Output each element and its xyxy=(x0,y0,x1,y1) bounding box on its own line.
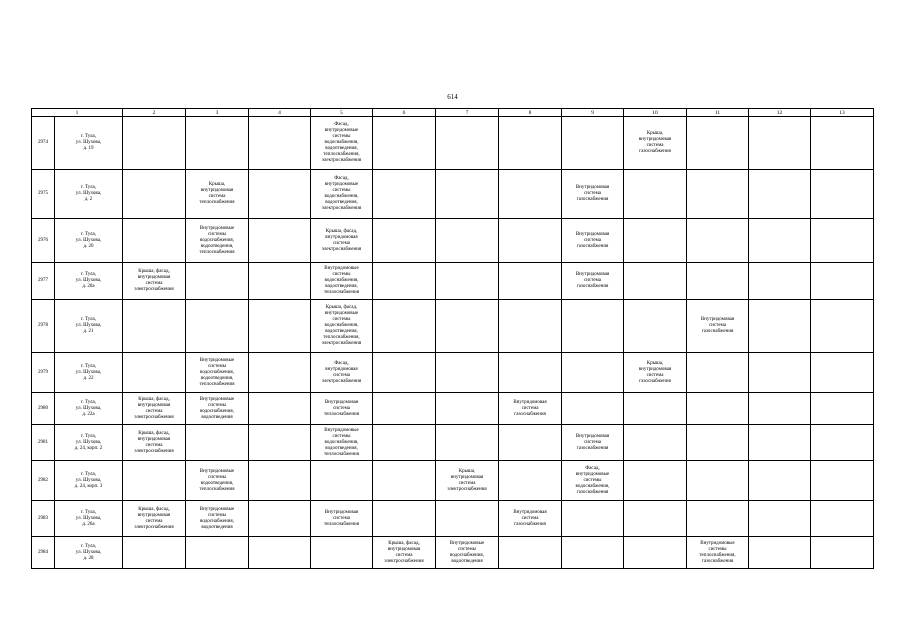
address-cell: г. Тула, ул. Шухова, д. 28 xyxy=(55,537,123,569)
work-cell xyxy=(499,461,562,501)
work-cell: Внутридомовая система газоснабжения xyxy=(499,501,562,537)
work-cell xyxy=(249,263,311,300)
work-cell: Крыша, фасад, внутридомовая система электроснабжения xyxy=(123,425,186,461)
work-cell: Внутридомовые системы водоснабжения, водоотведения, теплоснабжения xyxy=(311,263,373,300)
work-cell xyxy=(249,219,311,263)
work-cell: Внутридомовые системы водоснабжения, водоотведения, теплоснабжения xyxy=(186,219,249,263)
work-cell xyxy=(186,537,249,569)
address-cell: г. Тула, ул. Шухова, д. 24, корп. 3 xyxy=(55,461,123,501)
work-cell: Внутридомовые системы водоснабжения, водоотведения xyxy=(436,537,499,569)
page-number: 614 xyxy=(447,93,458,101)
work-cell xyxy=(749,219,811,263)
work-cell: Фасад, внутридомовые системы водоснабжения, водоотведения, электроснабжения xyxy=(311,170,373,219)
work-cell: Внутридомовые системы водоснабжения, водоотведения xyxy=(186,501,249,537)
work-cell xyxy=(249,425,311,461)
work-cell xyxy=(811,353,874,393)
column-header: 8 xyxy=(499,109,562,117)
work-cell xyxy=(749,170,811,219)
row-number-cell: 2979 xyxy=(32,353,55,393)
work-cell xyxy=(749,461,811,501)
work-cell xyxy=(373,300,436,353)
work-cell xyxy=(436,170,499,219)
work-cell xyxy=(123,170,186,219)
work-cell xyxy=(373,170,436,219)
work-cell xyxy=(249,353,311,393)
header-row xyxy=(32,109,874,117)
work-cell: Фасад, внутридомовые системы водоснабжения, водоотведения, теплоснабжения, электроснабжения xyxy=(311,117,373,170)
row-number-cell: 2982 xyxy=(32,461,55,501)
work-cell xyxy=(436,425,499,461)
row-number-cell: 2983 xyxy=(32,501,55,537)
work-cell: Внутридомовые системы водоотведения, теплоснабжения xyxy=(186,461,249,501)
work-cell: Фасад, внутридомовая система электроснабжения xyxy=(311,353,373,393)
work-cell: Крыша, внутридомовая система газоснабжения xyxy=(624,117,687,170)
work-cell xyxy=(749,393,811,425)
work-cell xyxy=(811,300,874,353)
work-cell: Внутридомовые системы водоснабжения, водоотведения xyxy=(186,393,249,425)
table-row xyxy=(32,393,874,425)
work-cell xyxy=(436,353,499,393)
work-cell xyxy=(311,461,373,501)
row-number-cell: 2981 xyxy=(32,425,55,461)
work-cell xyxy=(123,117,186,170)
work-cell xyxy=(624,263,687,300)
work-cell xyxy=(123,461,186,501)
work-cell: Крыша, фасад, внутридомовая система электроснабжения xyxy=(123,393,186,425)
work-cell xyxy=(624,393,687,425)
address-cell: г. Тула, ул. Шухова, д. 24, корп. 2 xyxy=(55,425,123,461)
column-header: 4 xyxy=(249,109,311,117)
work-cell: Крыша, внутридомовая система газоснабжения xyxy=(624,353,687,393)
column-header: 1 xyxy=(32,109,123,117)
work-cell: Крыша, фасад, внутридомовая система электроснабжения xyxy=(373,537,436,569)
work-cell: Внутридомовая система газоснабжения xyxy=(562,263,624,300)
work-cell xyxy=(249,170,311,219)
work-cell xyxy=(624,170,687,219)
work-cell xyxy=(249,393,311,425)
column-header: 7 xyxy=(436,109,499,117)
work-cell: Крыша, внутридомовая система электроснабжения xyxy=(436,461,499,501)
work-cell xyxy=(311,537,373,569)
work-cell xyxy=(687,461,749,501)
table-row xyxy=(32,461,874,501)
work-cell xyxy=(811,425,874,461)
address-cell: г. Тула, ул. Шухова, д. 20 xyxy=(55,219,123,263)
work-cell xyxy=(499,353,562,393)
work-cell: Внутридомовая система газоснабжения xyxy=(562,219,624,263)
table-row xyxy=(32,300,874,353)
row-number-cell: 2980 xyxy=(32,393,55,425)
address-cell: г. Тула, ул. Шухова, д. 26а xyxy=(55,501,123,537)
work-cell xyxy=(562,117,624,170)
address-cell: г. Тула, ул. Шухова, д. 22а xyxy=(55,393,123,425)
row-number-cell: 2977 xyxy=(32,263,55,300)
work-cell xyxy=(749,501,811,537)
work-cell xyxy=(373,461,436,501)
work-cell: Крыша, внутридомовая система теплоснабжения xyxy=(186,170,249,219)
work-cell xyxy=(436,219,499,263)
work-cell xyxy=(186,300,249,353)
work-cell: Внутридомовая система газоснабжения xyxy=(562,170,624,219)
work-cell xyxy=(123,537,186,569)
work-cell xyxy=(687,353,749,393)
work-cell xyxy=(123,353,186,393)
address-cell: г. Тула, ул. Шухова, д. 19 xyxy=(55,117,123,170)
work-cell xyxy=(436,263,499,300)
work-cell xyxy=(749,300,811,353)
column-header: 6 xyxy=(373,109,436,117)
work-cell xyxy=(749,353,811,393)
work-cell xyxy=(499,300,562,353)
table-row xyxy=(32,219,874,263)
work-cell xyxy=(811,263,874,300)
row-number-cell: 2974 xyxy=(32,117,55,170)
work-cell xyxy=(436,117,499,170)
column-header: 13 xyxy=(811,109,874,117)
column-header: 5 xyxy=(311,109,373,117)
work-cell: Крыша, фасад, внутридомовая система электроснабжения xyxy=(123,501,186,537)
work-cell xyxy=(499,219,562,263)
work-cell xyxy=(499,263,562,300)
work-cell xyxy=(373,501,436,537)
row-number-cell: 2975 xyxy=(32,170,55,219)
work-cell xyxy=(562,393,624,425)
address-cell: г. Тула, ул. Шухова, д. 21 xyxy=(55,300,123,353)
work-cell xyxy=(687,219,749,263)
table-row xyxy=(32,117,874,170)
work-cell xyxy=(687,117,749,170)
work-cell xyxy=(811,461,874,501)
work-cell xyxy=(249,501,311,537)
table-row xyxy=(32,263,874,300)
work-cell xyxy=(373,219,436,263)
work-cell xyxy=(123,219,186,263)
work-cell xyxy=(373,425,436,461)
work-cell: Крыша, фасад, внутридомовая система электроснабжения xyxy=(311,219,373,263)
work-cell xyxy=(186,263,249,300)
work-cell xyxy=(373,117,436,170)
work-cell xyxy=(624,219,687,263)
work-cell xyxy=(373,263,436,300)
work-cell xyxy=(749,537,811,569)
work-cell xyxy=(687,170,749,219)
work-cell xyxy=(562,353,624,393)
work-cell xyxy=(562,300,624,353)
address-cell: г. Тула, ул. Шухова, д. 22 xyxy=(55,353,123,393)
work-cell xyxy=(499,170,562,219)
work-cell xyxy=(499,425,562,461)
capital-repair-table xyxy=(31,108,874,569)
work-cell xyxy=(123,300,186,353)
work-cell xyxy=(249,117,311,170)
table-row xyxy=(32,537,874,569)
work-cell xyxy=(436,393,499,425)
work-cell xyxy=(811,393,874,425)
work-cell xyxy=(249,461,311,501)
work-cell xyxy=(687,263,749,300)
work-cell xyxy=(811,170,874,219)
table-row xyxy=(32,353,874,393)
work-cell xyxy=(811,117,874,170)
work-cell xyxy=(186,117,249,170)
work-cell xyxy=(624,501,687,537)
column-header: 12 xyxy=(749,109,811,117)
work-cell xyxy=(624,461,687,501)
work-cell: Фасад, внутридомовые системы водоснабжения, газоснабжения xyxy=(562,461,624,501)
work-cell: Внутридомовая система теплоснабжения xyxy=(311,393,373,425)
work-cell xyxy=(811,219,874,263)
work-cell: Внутридомовые системы водоснабжения, водоотведения, теплоснабжения xyxy=(311,425,373,461)
work-cell xyxy=(624,300,687,353)
work-cell: Крыша, фасад, внутридомовые системы водоснабжения, водоотведения, теплоснабжения, электроснабжения xyxy=(311,300,373,353)
work-cell xyxy=(624,425,687,461)
row-number-cell: 2984 xyxy=(32,537,55,569)
table-row xyxy=(32,501,874,537)
work-cell xyxy=(186,425,249,461)
row-number-cell: 2976 xyxy=(32,219,55,263)
table-row xyxy=(32,170,874,219)
work-cell: Крыша, фасад, внутридомовая система электроснабжения xyxy=(123,263,186,300)
work-cell xyxy=(811,501,874,537)
work-cell xyxy=(499,117,562,170)
table-row xyxy=(32,425,874,461)
row-number-cell: 2978 xyxy=(32,300,55,353)
work-cell xyxy=(624,537,687,569)
work-cell xyxy=(687,425,749,461)
column-header: 9 xyxy=(562,109,624,117)
work-cell: Внутридомовая система газоснабжения xyxy=(687,300,749,353)
column-header: 2 xyxy=(123,109,186,117)
work-cell xyxy=(373,393,436,425)
column-header: 10 xyxy=(624,109,687,117)
work-cell xyxy=(749,425,811,461)
work-cell xyxy=(562,501,624,537)
column-header: 3 xyxy=(186,109,249,117)
work-cell xyxy=(749,117,811,170)
work-cell: Внутридомовые системы теплоснабжения, газоснабжения xyxy=(687,537,749,569)
work-cell xyxy=(749,263,811,300)
work-cell: Внутридомовая система газоснабжения xyxy=(562,425,624,461)
address-cell: г. Тула, ул. Шухова, д. 20а xyxy=(55,263,123,300)
work-cell xyxy=(436,501,499,537)
work-cell xyxy=(436,300,499,353)
work-cell xyxy=(562,537,624,569)
work-cell xyxy=(811,537,874,569)
work-cell xyxy=(499,537,562,569)
column-header: 11 xyxy=(687,109,749,117)
address-cell: г. Тула, ул. Шухова, д. 2 xyxy=(55,170,123,219)
work-cell: Внутридомовая система теплоснабжения xyxy=(311,501,373,537)
table-body xyxy=(32,117,874,569)
work-cell: Внутридомовая система газоснабжения xyxy=(499,393,562,425)
work-cell xyxy=(687,393,749,425)
work-cell xyxy=(249,537,311,569)
work-cell xyxy=(373,353,436,393)
work-cell xyxy=(687,501,749,537)
work-cell xyxy=(249,300,311,353)
work-cell: Внутридомовые системы водоснабжения, водоотведения, теплоснабжения xyxy=(186,353,249,393)
